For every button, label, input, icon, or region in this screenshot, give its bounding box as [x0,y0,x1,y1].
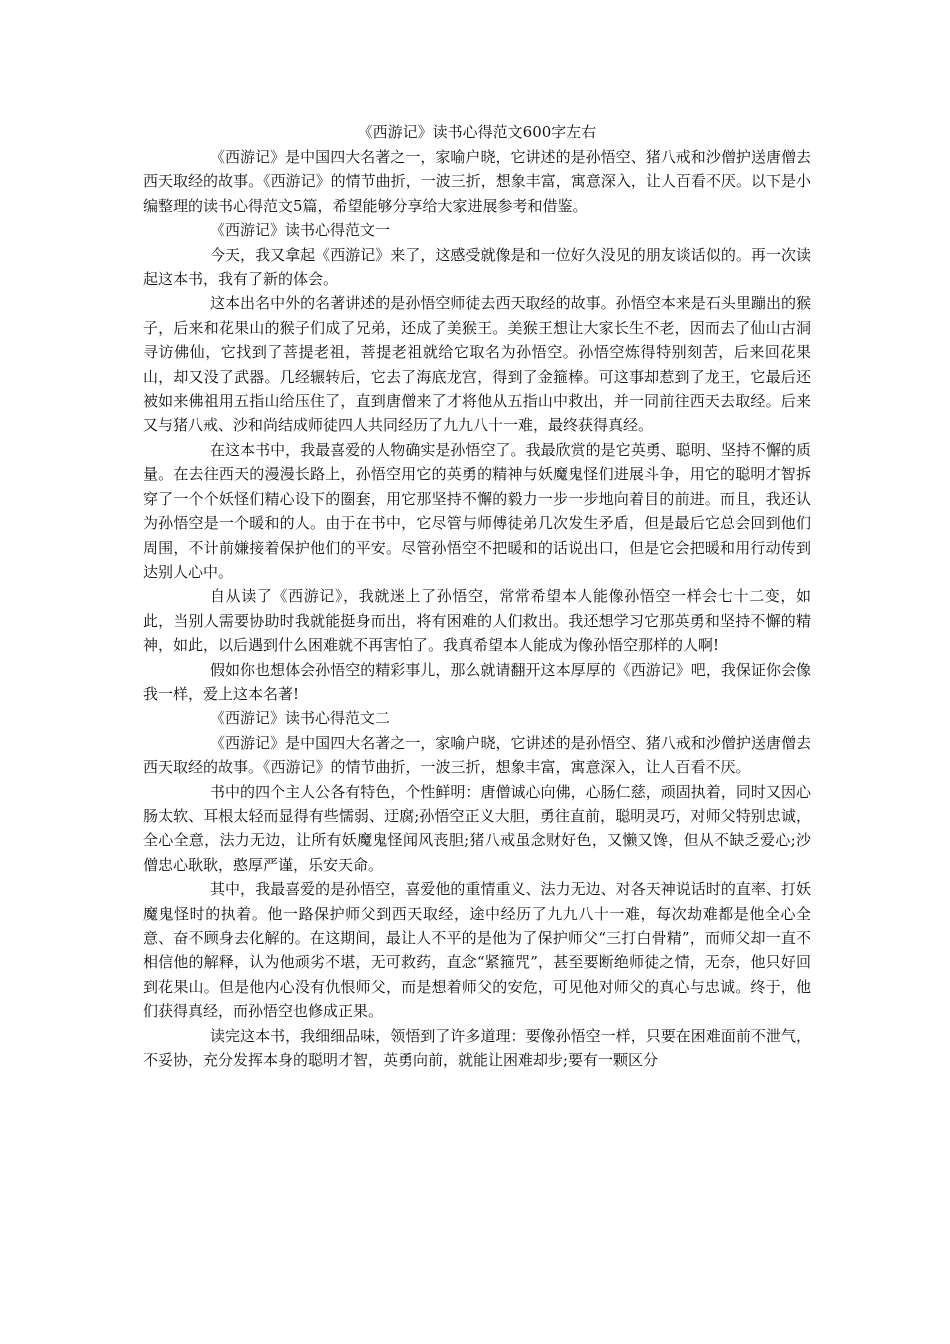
essay1-paragraph-1: 今天，我又拿起《西游记》来了，这感受就像是和一位好久没见的朋友谈话似的。再一次读起这本书，我有了新的体会。 [143,245,811,289]
essay1-paragraph-3: 在这本书中，我最喜爱的人物确实是孙悟空了。我最欣赏的是它英勇、聪明、坚持不懈的质量。在去往西天的漫漫长路上，孙悟空用它的英勇的精神与妖魔鬼怪们进展斗争，用它的聪明才智拆穿了一个个妖怪们精心设下的圈套，用它那坚持不懈的毅力一步一步地向着目的前进。而且，我还认为孙悟空是一个暖和的人。由于在书中，它尽管与师傅徒弟几次发生矛盾，但是最后它总会回到他们周围，不计前嫌接着保护他们的平安。尽管孙悟空不把暖和的话说出口，但是它会把暖和用行动传到达别人心中。 [143,440,811,581]
essay1-paragraph-2: 这本出名中外的名著讲述的是孙悟空师徒去西天取经的故事。孙悟空本来是石头里蹦出的猴子，后来和花果山的猴子们成了兄弟，还成了美猴王。美猴王想让大家长生不老，因而去了仙山古洞寻访佛仙，它找到了菩提老祖，菩提老祖就给它取名为孙悟空。孙悟空炼得特别刻苦，后来回花果山，却又没了武器。几经辗转后，它去了海底龙宫，得到了金箍棒。可这事却惹到了龙王，它最后还被如来佛祖用五指山给压住了，直到唐僧来了才将他从五指山中救出，并一同前往西天去取经。后来又与猪八戒、沙和尚结成师徒四人共同经历了九九八十一难，最终获得真经。 [143,294,811,435]
intro-paragraph: 《西游记》是中国四大名著之一，家喻户晓，它讲述的是孙悟空、猪八戒和沙僧护送唐僧去西天取经的故事。《西游记》的情节曲折，一波三折，想象丰富，寓意深入，让人百看不厌。以下是小编整理的读书心得范文5篇，希望能够分享给大家进展参考和借鉴。 [143,148,811,215]
essay1-paragraph-4: 自从读了《西游记》，我就迷上了孙悟空，常常希望本人能像孙悟空一样会七十二变，如此，当别人需要协助时我就能挺身而出，将有困难的人们救出。我还想学习它那英勇和坚持不懈的精神，如此，以后遇到什么困难就不再害怕了。我真希望本人能成为像孙悟空那样的人啊! [143,587,811,655]
essay1-paragraph-5: 假如你也想体会孙悟空的精彩事儿，那么就请翻开这本厚厚的《西游记》吧，我保证你会像我一样，爱上这本名著! [143,660,811,703]
essay1-heading: 《西游记》读书心得范文一 [210,221,391,240]
essay2-paragraph-4: 读完这本书，我细细品味，领悟到了许多道理：要像孙悟空一样，只要在困难面前不泄气，不妥协，充分发挥本身的聪明才智，英勇向前，就能让困难却步;要有一颗区分 [143,1026,811,1070]
essay2-paragraph-3: 其中，我最喜爱的是孙悟空，喜爱他的重情重义、法力无边、对各天神说话时的直率、打妖魔鬼怪时的执着。他一路保护师父到西天取经，途中经历了九九八十一难，每次劫难都是他全心全意、奋不顾身去化解的。在这期间，最让人不平的是他为了保护师父“三打白骨精”，而师父却一直不相信他的解释，认为他顽劣不堪，无可救药，直念“紧箍咒”，甚至要断绝师徒之情，无奈，他只好回到花果山。但是他内心没有仇恨师父，而是想着师父的安危，可见他对师父的真心与忠诚。终于，他们获得真经，而孙悟空也修成正果。 [143,880,811,1021]
essay2-paragraph-1: 《西游记》是中国四大名著之一，家喻户晓，它讲述的是孙悟空、猪八戒和沙僧护送唐僧去西天取经的故事。《西游记》的情节曲折，一波三折，想象丰富，寓意深入，让人百看不厌。 [143,733,811,777]
essay2-heading: 《西游记》读书心得范文二 [210,709,391,728]
document-title: 《西游记》读书心得范文600字左右 [357,123,597,141]
document-page [143,120,811,1072]
essay2-paragraph-2: 书中的四个主人公各有特色，个性鲜明：唐僧诚心向佛，心肠仁慈，顽固执着，同时又因心肠太软、耳根太轻而显得有些懦弱、迂腐;孙悟空正义大胆，勇往直前，聪明灵巧，对师父特别忠诚，全心全意，法力无边，让所有妖魔鬼怪闻风丧胆;猪八戒虽念财好色，又懒又馋，但从不缺乏爱心;沙僧忠心耿耿，憨厚严谨，乐安天命。 [143,782,811,874]
